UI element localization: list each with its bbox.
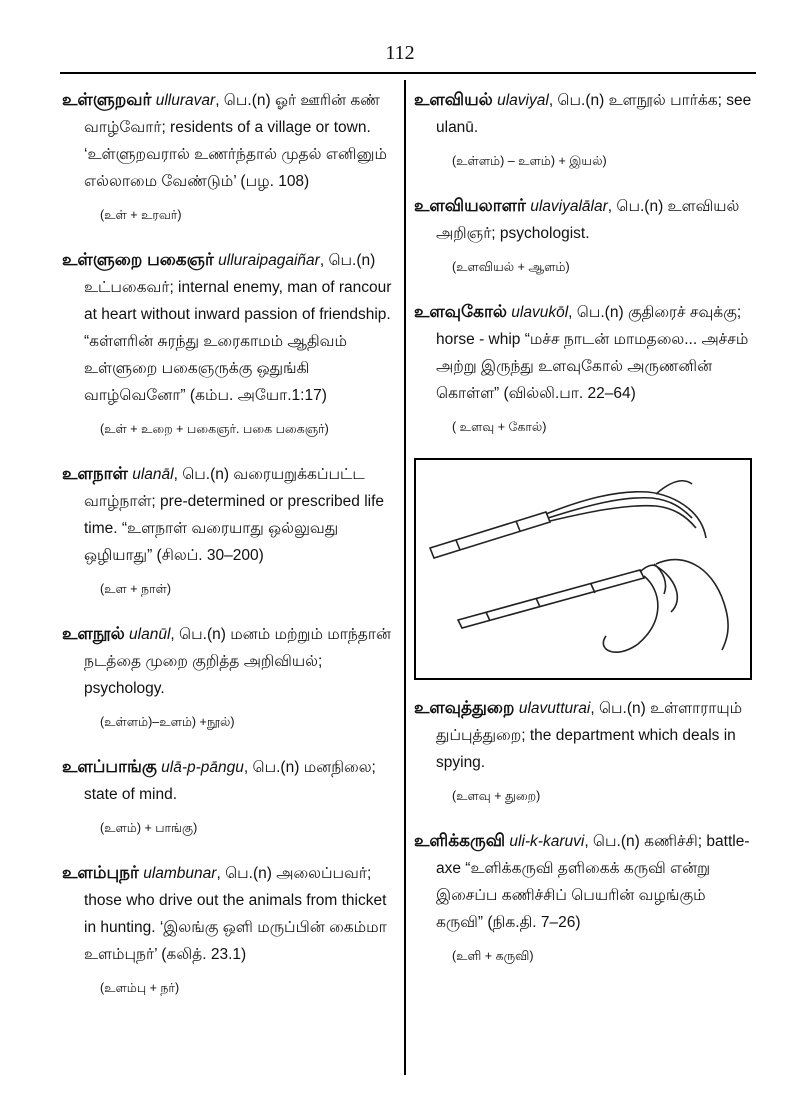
horse-whip-icon [416, 460, 750, 674]
part-of-speech: , பெ.(n) [243, 759, 304, 776]
part-of-speech: , பெ.(n) [548, 92, 609, 109]
headword: உளவியல் [414, 90, 493, 109]
headword: உளவுகோல் [414, 302, 507, 321]
part-of-speech: , பெ.(n) [568, 304, 628, 321]
headword: உள்ளுறவர் [62, 90, 152, 109]
left-column [62, 86, 394, 1019]
page-number: 112 [385, 42, 415, 64]
definition: மனநிலை; state of mind. [84, 759, 376, 803]
dictionary-entry [62, 246, 394, 438]
part-of-speech: , பெ.(n) [607, 198, 668, 215]
headword: உளவுத்துறை [414, 698, 515, 717]
headword: உளநாள் [62, 464, 128, 483]
dictionary-entry [62, 859, 394, 997]
etymology: (உள்ளம்) – உளம்) + இயல்) [452, 154, 607, 168]
transliteration: ulluraipagaiñar [218, 252, 320, 269]
definition: உளவியல் அறிஞர்; psychologist. [436, 198, 740, 242]
definition: வரையறுக்கப்பட்ட வாழ்நாள்; pre-determined or prescribed life time. “உளநாள் வரையாது ஒல்லுவது ஒழியாது” (சிலப். 30–200) [84, 466, 385, 564]
etymology: (உளம்) + பாங்கு) [100, 821, 198, 835]
transliteration: uli-k-karuvi [509, 833, 585, 850]
transliteration: ulanūl [129, 626, 171, 643]
definition: குதிரைச் சவுக்கு; horse - whip “மச்ச நாடன் மாமதலை... அச்சம் அற்று இருந்து உளவுகோல் அருணனின் கொள்ள” (வில்லி.பா. 22–64) [436, 304, 749, 402]
header-rule [60, 72, 756, 74]
dictionary-entry [62, 460, 394, 598]
transliteration: ulambunar [143, 865, 217, 882]
definition: மனம் மற்றும் மாந்தான் நடத்தை முறை குறித்த அறிவியல்; psychology. [84, 626, 391, 697]
headword: உள்ளுறை பகைஞர் [62, 250, 214, 269]
dictionary-entry [414, 86, 752, 170]
dictionary-entry [62, 753, 394, 837]
headword: உளப்பாங்கு [62, 757, 157, 776]
transliteration: ulavukōl [511, 304, 569, 321]
definition: கணிச்சி; battle-axe “உளிக்கருவி தளிகைக் கருவி என்று இசைப்ப கணிச்சிப் பெயரின் வழங்கும் கருவி” (நிக.தி. 7–26) [436, 833, 750, 931]
transliteration: ulaviyal [497, 92, 549, 109]
part-of-speech: , பெ.(n) [170, 626, 231, 643]
etymology: (உள + நாள்) [100, 582, 172, 596]
transliteration: ulavutturai [518, 700, 591, 717]
definition: அலைப்பவர்; those who drive out the animals from thicket in hunting. ‘இலங்கு ஒளி மருப்பின் கைம்மா உளம்புநர்’ (கலித். 23.1) [84, 865, 387, 963]
etymology: (உள் + உரவர்) [100, 208, 182, 222]
horse-whip-illustration [414, 458, 752, 680]
etymology: ( உளவு + கோல்) [452, 420, 547, 434]
etymology: (உளி + கருவி) [452, 949, 534, 963]
transliteration: ulā-p-pāngu [161, 759, 244, 776]
part-of-speech: , பெ.(n) [319, 252, 376, 269]
right-column [414, 86, 752, 987]
definition: உட்பகைவர்; internal enemy, man of rancour at heart without inward passion of friendship. “கள்ளரின் சுரந்து உரைகாமம் ஆதிவம் உள்ளுறை பகைஞருக்கு ஒதுங்கி வாழ்வெனோ” (கம்ப. அயோ.1:17) [84, 279, 392, 404]
dictionary-entry [414, 827, 752, 965]
dictionary-entry [414, 192, 752, 276]
part-of-speech: , பெ.(n) [216, 865, 277, 882]
headword: உளவியலாளர் [414, 196, 526, 215]
etymology: (உளவியல் + ஆளம்) [452, 260, 570, 274]
transliteration: ulaviyalālar [530, 198, 608, 215]
etymology: (உள்ளம்)–உளம்) +நூல்) [100, 715, 235, 729]
part-of-speech: , பெ.(n) [590, 700, 651, 717]
definition: ஓர் ஊரின் கண் வாழ்வோர்; residents of a village or town. ‘உள்ளுறவரால் உணர்ந்தால் முதல் எனினும் எல்லாமை வேண்டும்’ (பழ. 108) [84, 92, 387, 190]
definition: உள்ளாராயும் துப்புத்துறை; the department which deals in spying. [436, 700, 743, 771]
dictionary-entry [414, 298, 752, 436]
headword: உளம்புநர் [62, 863, 139, 882]
part-of-speech: , பெ.(n) [215, 92, 275, 109]
transliteration: ulluravar [155, 92, 216, 109]
transliteration: ulanāl [132, 466, 174, 483]
dictionary-entry [414, 694, 752, 805]
column-divider [404, 80, 406, 1075]
dictionary-entry [62, 86, 394, 224]
part-of-speech: , பெ.(n) [173, 466, 234, 483]
etymology: (உளவு + துறை) [452, 789, 541, 803]
dictionary-entry [62, 620, 394, 731]
definition: உளநூல் பார்க்க; see ulanū. [436, 92, 752, 136]
etymology: (உளம்பு + நர்) [100, 981, 180, 995]
headword: உளிக்கருவி [414, 831, 506, 850]
part-of-speech: , பெ.(n) [584, 833, 645, 850]
etymology: (உள் + உறை + பகைஞர். பகை பகைஞர்) [100, 422, 329, 436]
headword: உளநூல் [62, 624, 125, 643]
